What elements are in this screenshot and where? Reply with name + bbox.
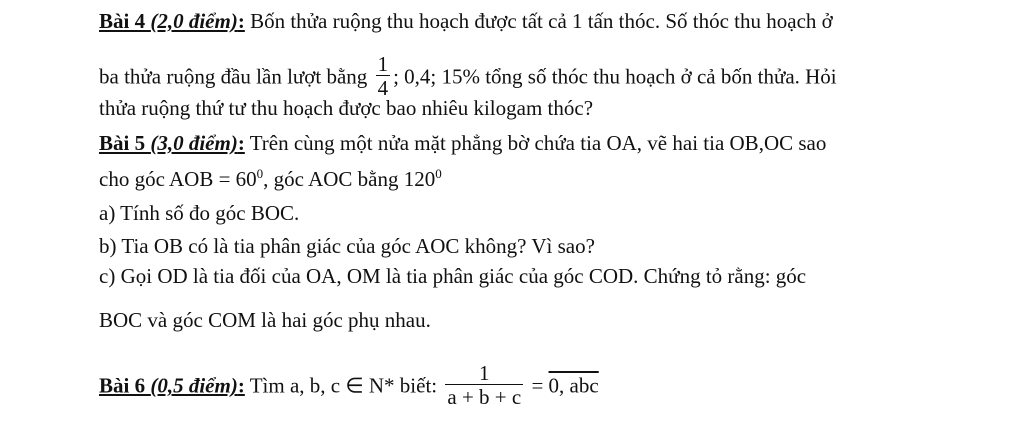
bai4-text-1: Bốn thửa ruộng thu hoạch được tất cả 1 tấn thóc. Số thóc thu hoạch ở [244, 9, 833, 33]
bai4-fraction-denominator: 4 [377, 76, 389, 100]
bai5-heading-colon: : [237, 131, 245, 155]
bai6-repeating-decimal: 0, abc [548, 373, 599, 398]
bai5-heading [99, 131, 245, 155]
bai5-text-2b: , góc AOC bằng 120 [263, 167, 436, 191]
bai4-line-3 [99, 96, 593, 120]
bai6-equals: = [526, 373, 549, 398]
bai4-heading [99, 9, 245, 33]
bai5-part-a-text: a) Tính số đo góc BOC. [99, 201, 300, 225]
bai5-part-c-text-2: BOC và góc COM là hai góc phụ nhau. [99, 308, 431, 332]
bai4-heading-label: Bài 4 [99, 9, 151, 33]
degree-mark-2: 0 [435, 166, 442, 181]
bai5-line-1 [99, 131, 826, 155]
bai5-heading-label: Bài 5 [99, 131, 151, 155]
bai4-line-1 [99, 9, 833, 33]
bai6-fraction-denominator: a + b + c [447, 385, 522, 409]
bai4-text-2b: ; 0,4; 15% tổng số thóc thu hoạch ở cả bốn thửa. Hỏi [393, 64, 837, 89]
bai4-fraction [376, 53, 391, 100]
bai5-part-c-1 [99, 264, 806, 288]
bai4-text-3: thửa ruộng thứ tư thu hoạch được bao nhiêu kilogam thóc? [99, 96, 594, 120]
bai6-heading-colon: : [237, 373, 245, 398]
bai5-text-2a: cho góc AOB = 60 [99, 167, 257, 191]
bai5-part-b-text: b) Tia OB có là tia phân giác của góc AOC không? Vì sao? [99, 234, 595, 258]
bai5-text-1: Trên cùng một nửa mặt phẳng bờ chứa tia OA, vẽ hai tia OB,OC sao [244, 131, 827, 155]
bai6-heading [99, 373, 245, 397]
bai6-fraction-numerator: 1 [479, 361, 490, 385]
bai6-line [99, 361, 599, 411]
bai5-part-a [99, 201, 299, 225]
bai5-part-c-text-1: c) Gọi OD là tia đối của OA, OM là tia phân giác của góc COD. Chứng tỏ rằng: góc [99, 264, 807, 288]
bai5-part-c-2 [99, 308, 431, 332]
bai6-text: Tìm a, b, c ∈ N* biết: [244, 373, 443, 398]
bai5-line-2 [99, 167, 442, 191]
bai4-text-2a: ba thửa ruộng đầu lần lượt bằng [99, 64, 373, 89]
bai6-heading-label: Bài 6 [99, 373, 151, 398]
bai5-part-b [99, 234, 595, 258]
bai6-fraction [445, 362, 523, 409]
degree-mark-1: 0 [256, 166, 264, 181]
bai4-fraction-numerator: 1 [377, 52, 389, 76]
bai4-heading-points: (2,0 điểm) [150, 9, 238, 33]
bai5-heading-points: (3,0 điểm) [150, 131, 238, 155]
bai4-heading-colon: : [237, 9, 245, 33]
bai6-heading-points: (0,5 điểm) [150, 373, 238, 398]
bai4-line-2 [99, 52, 837, 102]
